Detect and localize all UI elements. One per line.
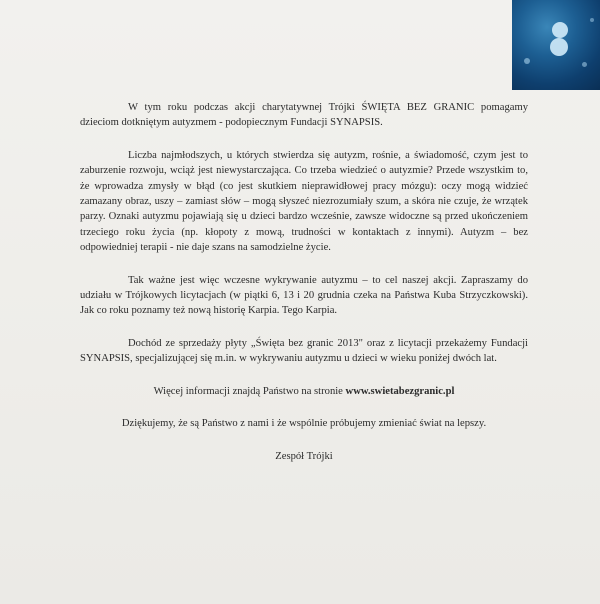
decor-dot bbox=[582, 62, 587, 67]
more-info-line bbox=[80, 384, 528, 399]
thanks-paragraph: Dziękujemy, że są Państwo z nami i że wspólnie próbujemy zmieniać świat na lepszy. bbox=[121, 418, 487, 430]
letter-body bbox=[80, 100, 528, 481]
auction-paragraph: Tak ważne jest więc wczesne wykrywanie autyzmu – to cel naszej akcji. Zapraszamy do udziału w Trójkowych licytacjach (w piątki 6, 13 i 20 grudnia czeka na Państwa Kuba Strzyczkowski). Jak co roku poznamy też nową historię Karpia. Tego Karpia. bbox=[80, 274, 528, 317]
website-link[interactable]: www.swietabezgranic.pl bbox=[345, 385, 455, 397]
decor-dot bbox=[590, 18, 594, 22]
more-info-text: Więcej informacji znajdą Państwo na stronie bbox=[153, 385, 343, 397]
signature: Zespół Trójki bbox=[275, 450, 333, 462]
donation-paragraph: Dochód ze sprzedaży płyty „Święta bez granic 2013" oraz z licytacji przekażemy Fundacji SYNAPSIS, specjalizującej się m.in. w wykrywaniu autyzmu u dzieci w wieku poniżej dwóch lat. bbox=[80, 337, 528, 365]
decor-dot bbox=[524, 58, 530, 64]
decor-dot bbox=[550, 38, 568, 56]
intro-paragraph: W tym roku podczas akcji charytatywnej Trójki ŚWIĘTA BEZ GRANIC pomagamy dzieciom dotkniętym autyzmem - podopiecznym Fundacji SYNAPSIS. bbox=[80, 102, 528, 129]
corner-decoration bbox=[512, 0, 600, 90]
decor-dot bbox=[552, 22, 568, 38]
autism-info-paragraph: Liczba najmłodszych, u których stwierdza się autyzm, rośnie, a świadomość, czym jest to zaburzenie rozwoju, wciąż jest niewystarczająca. Co trzeba wiedzieć o autyzmie? Przede wszystkim to, że wprowadza zmysły w błąd (co jest skutkiem nieprawidłowej pracy mózgu): oczy mogą widzieć zamazany obraz, uszy – zamiast słów – mogą słyszeć niezrozumiały szum, a skóra nie czuje, że wrzątek parzy. Oznaki autyzmu pojawiają się u dzieci bardzo wcześnie, zawsze widoczne są przed ukończeniem trzeciego roku życia (np. kłopoty z mową, trudności w kontaktach z innymi). Autyzm – bez odpowiedniej terapii - nie daje szans na samodzielne życie. bbox=[80, 149, 528, 254]
